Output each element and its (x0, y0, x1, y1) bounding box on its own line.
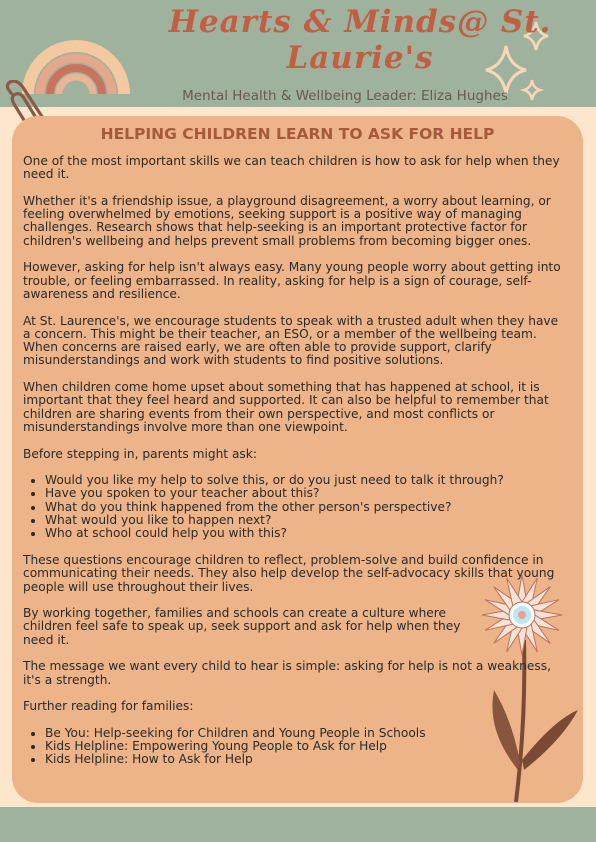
paragraph-together: By working together, families and schools can create a culture where children feel safe to speak up, seek support and ask for help when they need it. (23, 606, 461, 647)
article-body (23, 155, 568, 780)
leader-subtitle: Mental Health & Wellbeing Leader: Eliza Hughes (182, 88, 508, 104)
bottom-band (0, 810, 596, 842)
paragraph-questions-lead: Before stepping in, parents might ask: (23, 446, 257, 461)
paragraph-difficulty: However, asking for help isn't always easy. Many young people worry about getting into trouble, or feeling embarrassed. In reality, asking for help is a sign of courage, self-awareness and resilience. (23, 260, 561, 301)
further-reading-list (23, 727, 568, 767)
list-item: • Have you spoken to your teacher about this? (45, 487, 568, 500)
paragraph-intro: One of the most important skills we can teach children is how to ask for help when they need it. (23, 154, 560, 182)
list-item: • Be You: Help-seeking for Children and Young People in Schools (45, 727, 568, 740)
list-item: • Who at school could help you with this? (45, 527, 568, 540)
list-item: • Kids Helpline: Empowering Young People to Ask for Help (45, 740, 568, 753)
paragraph-further-reading: Further reading for families: (23, 699, 194, 714)
paragraph-challenges: Whether it's a friendship issue, a playground disagreement, a worry about learning, or feeling overwhelmed by emotions, seeking support is a positive way of managing challenges. Research shows that help-seeking is an important protective factor for children's wellbeing and helps prevent small problems from becoming bigger ones. (23, 193, 551, 248)
paragraph-reflect: These questions encourage children to reflect, problem-solve and build confidence in communicating their needs. They also help develop the self-advocacy skills that young people will use throughout their lives. (23, 552, 555, 594)
parent-questions-list (23, 474, 568, 540)
paragraph-message: The message we want every child to hear is simple: asking for help is not a weakness, it's a strength. (23, 659, 551, 687)
list-item: • What would you like to happen next? (45, 514, 568, 527)
paragraph-home: When children come home upset about something that has happened at school, it is important that they feel heard and supported. It can also be helpful to remember that children are sharing events from their own perspective, and most conflicts or misunderstandings involve more than one viewpoint. (23, 380, 549, 434)
paragraph-school-support: At St. Laurence's, we encourage students to speak with a trusted adult when they have a concern. This might be their teacher, an ESO, or a member of the wellbeing team. When concerns are raised early, we are often able to provide support, clarify misunderstandings and work with students to find positive solutions. (23, 313, 559, 368)
newsletter-title: Hearts & Minds@ St. Laurie's (168, 4, 552, 76)
article-heading: HELPING CHILDREN LEARN TO ASK FOR HELP (100, 125, 495, 143)
list-item: • Would you like my help to solve this, or do you just need to talk it through? (45, 474, 568, 487)
list-item: • What do you think happened from the other person's perspective? (45, 501, 568, 514)
list-item: • Kids Helpline: How to Ask for Help (45, 753, 568, 766)
